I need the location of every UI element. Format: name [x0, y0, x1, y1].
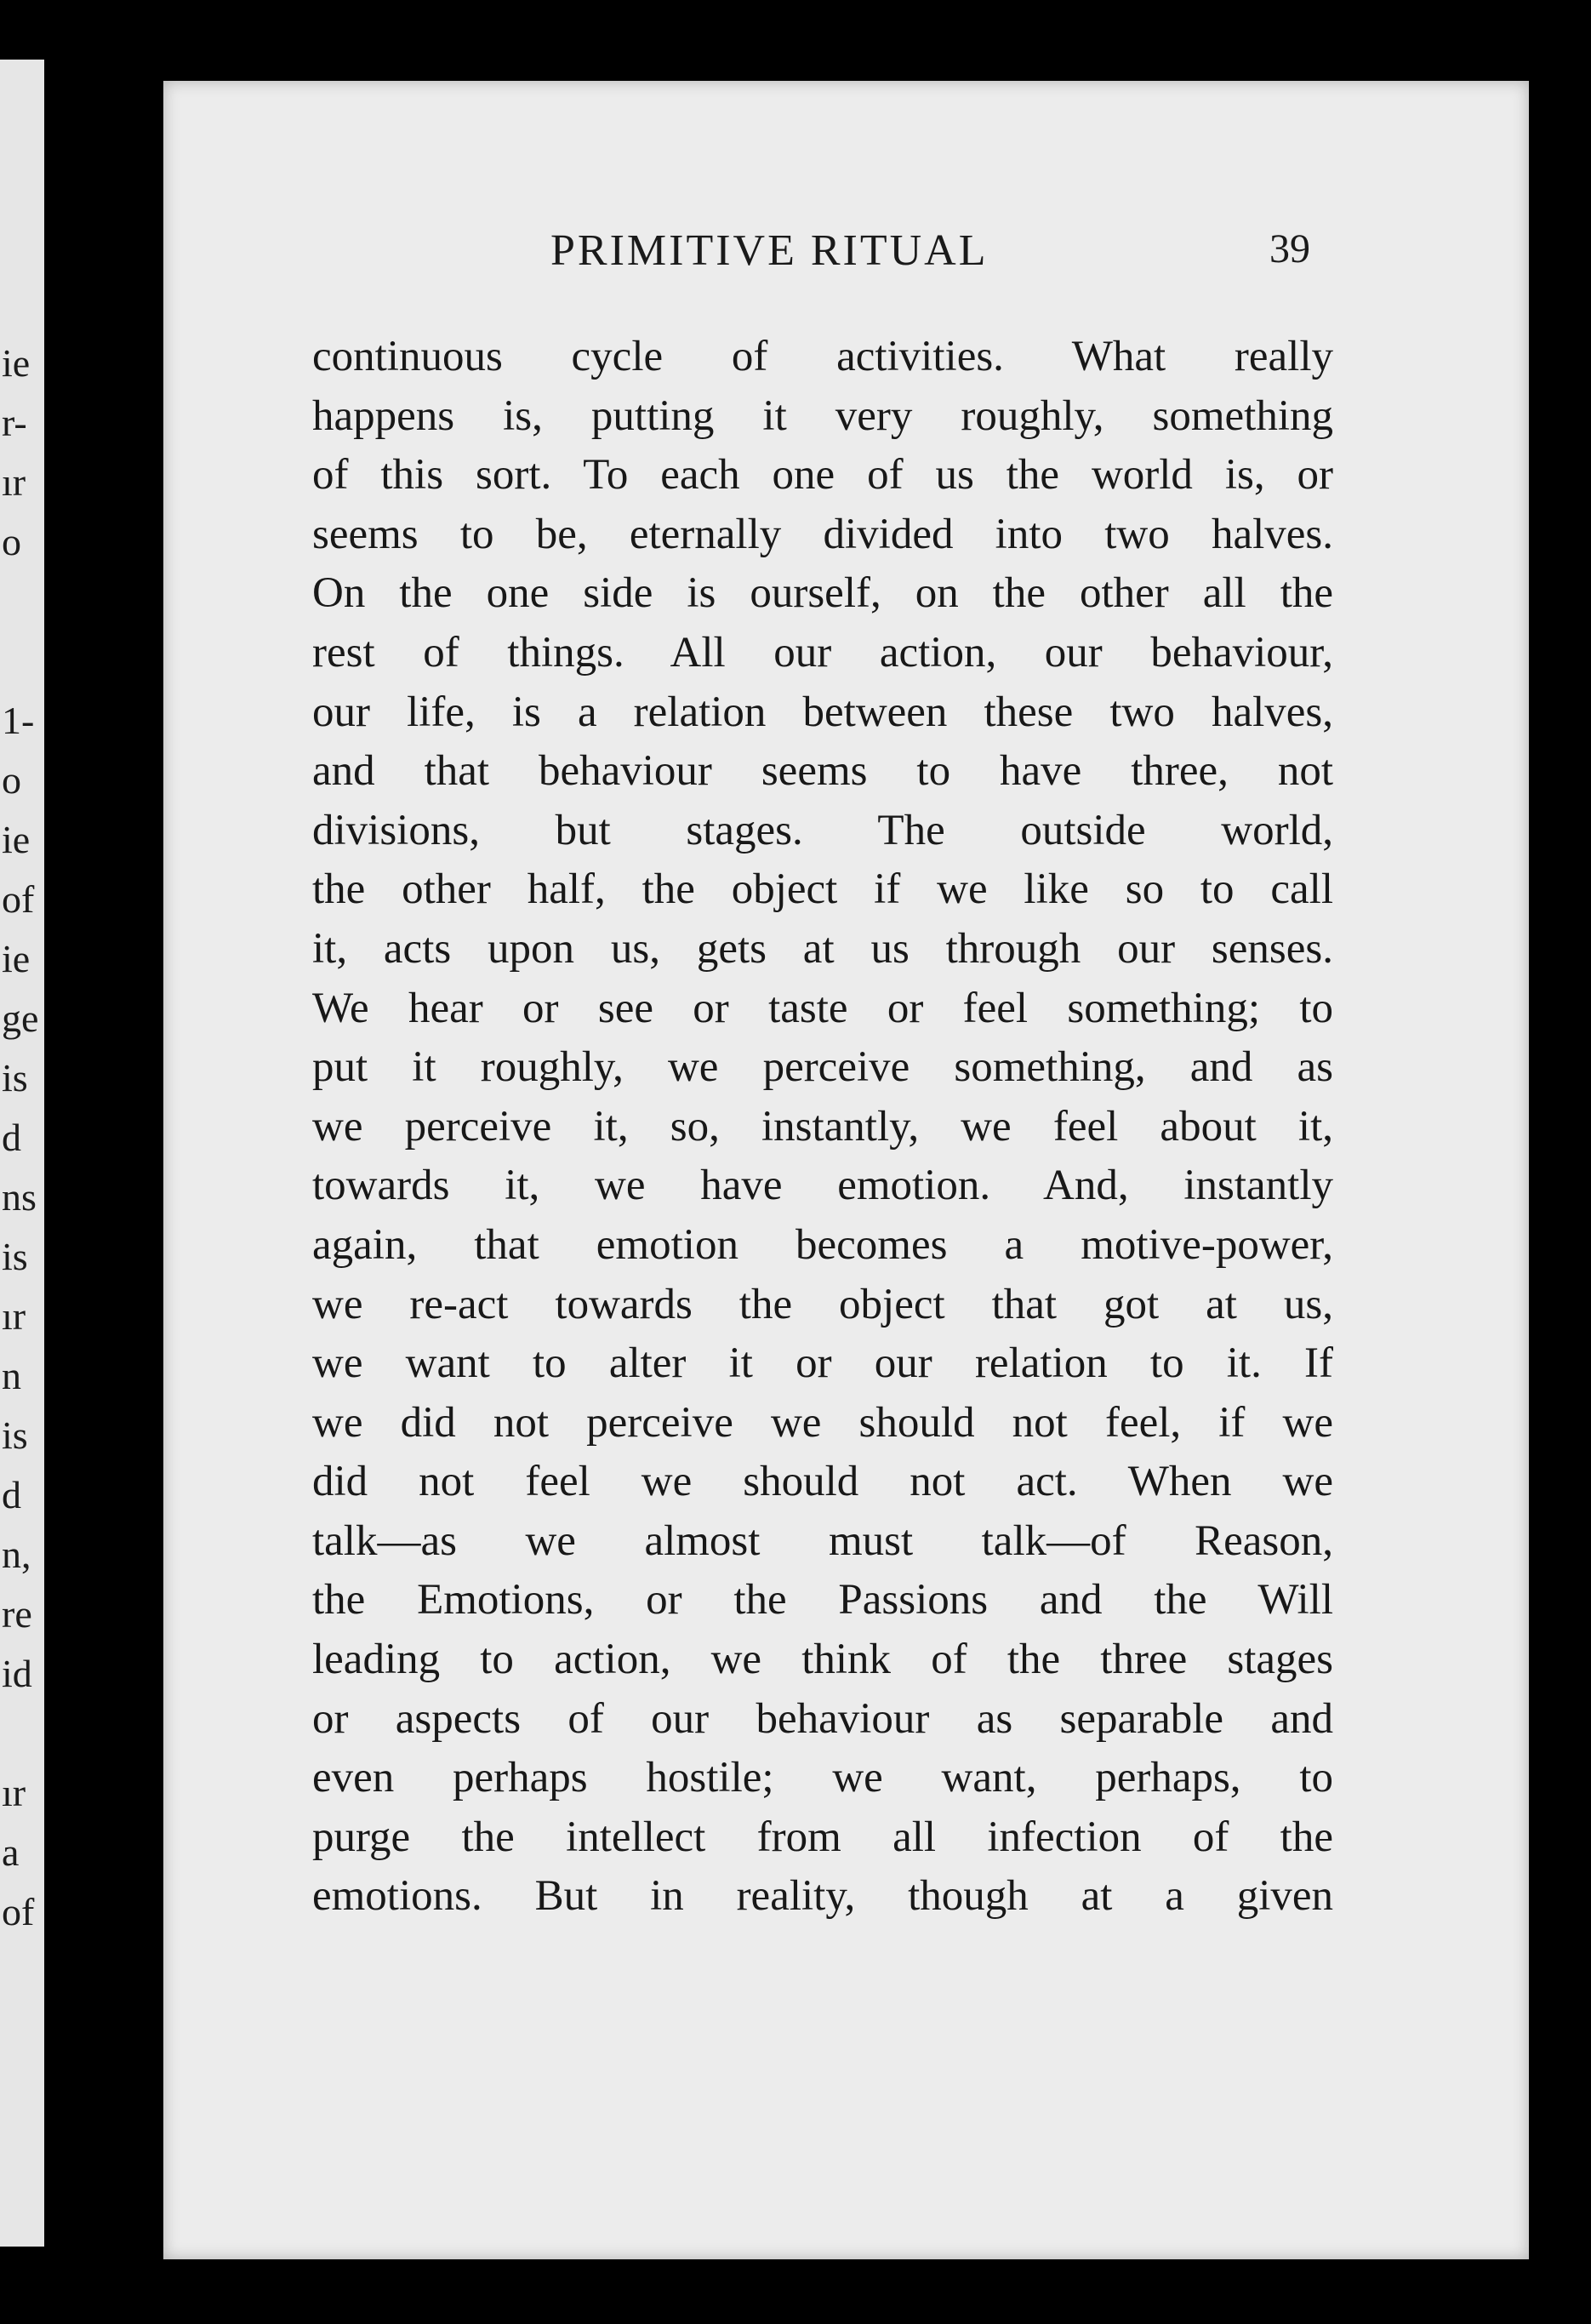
- body-text: [312, 328, 1333, 1927]
- text-line: divisions, but stages. The outside world,: [312, 806, 1333, 854]
- text-line: we want to alter it or our relation to it. If: [312, 1339, 1333, 1388]
- left-fragment: id: [2, 1652, 32, 1695]
- text-line: or aspects of our behaviour as separable and: [312, 1694, 1333, 1743]
- text-line: again, that emotion becomes a motive-power,: [312, 1220, 1333, 1269]
- text-line: of this sort. To each one of us the world is, or: [312, 451, 1333, 500]
- running-head: PRIMITIVE RITUAL: [550, 226, 989, 275]
- text-line: put it roughly, we perceive something, and as: [312, 1043, 1333, 1092]
- text-line: leading to action, we think of the three stages: [312, 1636, 1333, 1684]
- previous-page-edge: [0, 60, 44, 2247]
- text-line: the Emotions, or the Passions and the Will: [312, 1576, 1333, 1625]
- left-fragment: of: [2, 1890, 35, 1933]
- left-fragment: is: [2, 1235, 28, 1278]
- left-fragment: ır: [2, 1771, 26, 1814]
- left-fragment: o: [2, 758, 21, 802]
- left-fragment: ie: [2, 341, 31, 385]
- text-line: emotions. But in reality, though at a given: [312, 1872, 1333, 1921]
- text-line: did not feel we should not act. When we: [312, 1458, 1333, 1506]
- text-line: talk—as we almost must talk—of Reason,: [312, 1516, 1333, 1565]
- left-fragment: ie: [2, 937, 31, 980]
- text-line: On the one side is ourself, on the other all the: [312, 569, 1333, 618]
- left-fragment: 1-: [2, 699, 35, 742]
- text-line: towards it, we have emotion. And, instantly: [312, 1162, 1333, 1210]
- text-line: rest of things. All our action, our behaviour,: [312, 628, 1333, 677]
- left-fragment: a: [2, 1830, 20, 1874]
- text-line: our life, is a relation between these two halves,: [312, 688, 1333, 736]
- text-line: the other half, the object if we like so to call: [312, 865, 1333, 914]
- left-fragment: is: [2, 1056, 28, 1099]
- text-line: we re-act towards the object that got at us,: [312, 1280, 1333, 1328]
- text-line: continuous cycle of activities. What really: [312, 333, 1333, 380]
- text-line: it, acts upon us, gets at us through our senses.: [312, 924, 1333, 973]
- text-line: seems to be, eternally divided into two halves.: [312, 510, 1333, 558]
- left-fragment: ie: [2, 818, 31, 861]
- left-fragment: d: [2, 1116, 21, 1159]
- text-line: we did not perceive we should not feel, if we: [312, 1398, 1333, 1447]
- left-fragment: n,: [2, 1533, 31, 1576]
- left-fragment: is: [2, 1413, 28, 1457]
- left-fragment: ır: [2, 460, 26, 504]
- text-line: happens is, putting it very roughly, something: [312, 391, 1333, 440]
- left-fragment: ns: [2, 1175, 37, 1219]
- left-fragment: ır: [2, 1294, 26, 1338]
- book-page: [163, 81, 1529, 2259]
- left-fragment: d: [2, 1473, 21, 1516]
- text-line: we perceive it, so, instantly, we feel about it,: [312, 1102, 1333, 1151]
- text-line: and that behaviour seems to have three, not: [312, 747, 1333, 796]
- page-number: 39: [1269, 226, 1310, 271]
- left-fragment: ge: [2, 996, 39, 1040]
- left-fragment: n: [2, 1354, 21, 1397]
- left-fragment: r-: [2, 401, 27, 444]
- text-line: We hear or see or taste or feel something; to: [312, 984, 1333, 1032]
- left-fragment: o: [2, 520, 21, 563]
- left-fragment: of: [2, 877, 35, 921]
- left-fragment: re: [2, 1592, 32, 1636]
- text-line: purge the intellect from all infection of the: [312, 1813, 1333, 1861]
- page-header: [163, 226, 1529, 285]
- text-line: even perhaps hostile; we want, perhaps, to: [312, 1754, 1333, 1802]
